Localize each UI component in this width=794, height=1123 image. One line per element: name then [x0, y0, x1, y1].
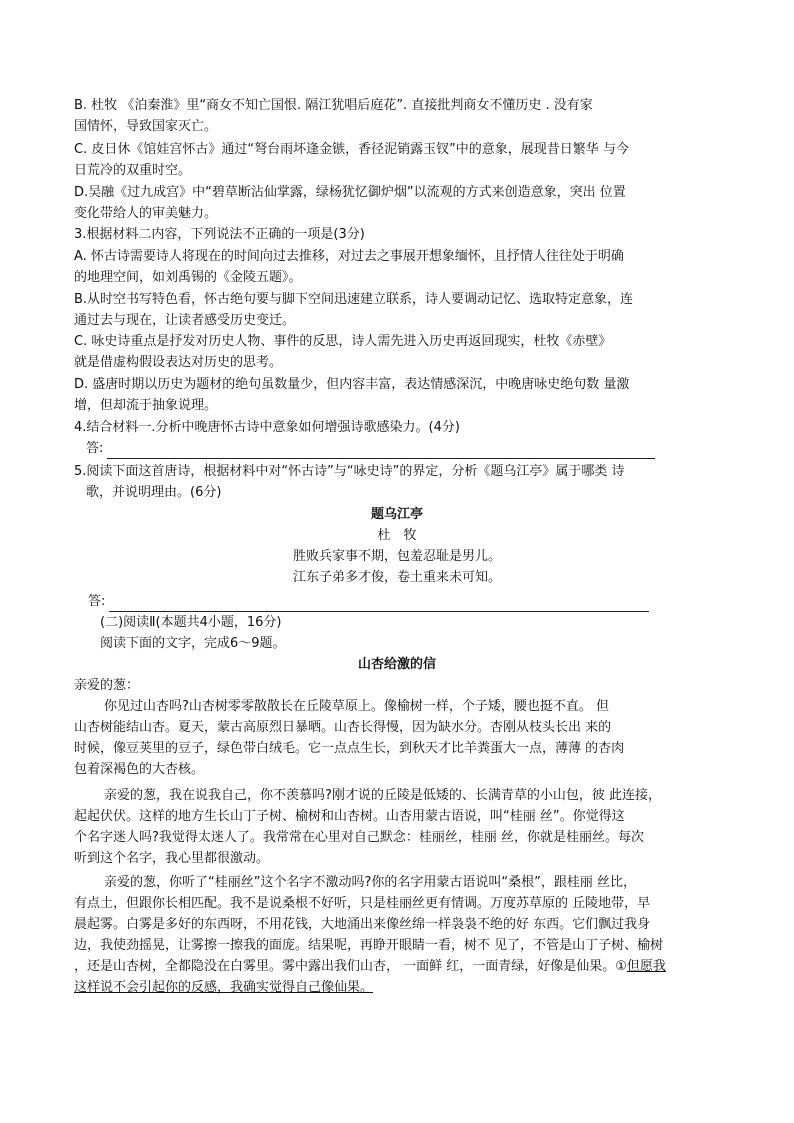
story-p2-line-4: 听到这个名字，我心里都很激动。 — [74, 851, 270, 866]
option-d-line-2: 变化带给人的审美魅力。 — [74, 206, 218, 221]
story-salutation: 亲爱的葱： — [74, 678, 140, 693]
story-p2-line-1: 亲爱的葱，我在说我自己，你不羡慕吗?刚才说的丘陵是低矮的、长满青草的小山包，彼 此连接， — [104, 788, 662, 803]
story-p3-line-3: 晨起雾。白雾是多好的东西呀，不用花钱，大地涌出来像丝绵一样袅袅不绝的好 东西。它们飘过我身 — [74, 917, 651, 932]
story-p1-line-2: 山杏树能结山杏。夏天，蒙古高原烈日暴晒。山杏长得慢，因为缺水分。杏刚从枝头长出 来的 — [74, 720, 612, 735]
poem-author: 杜 牧 — [377, 528, 417, 543]
story-text: ，还是山杏树，全都隐没在白雾里。雾中露出我们山杏， 一面鲜 红，一面青绿，好像是仙果。① — [74, 959, 627, 974]
option-d-line-1: D.吴融《过九成宫》中“碧草断沾仙掌露，绿杨犹忆御炉烟”以流观的方式来创造意象，突出 位置 — [74, 185, 626, 200]
section-instruction: 阅读下面的文字，完成6～9题。 — [100, 636, 286, 651]
answer-blank-line[interactable] — [109, 596, 649, 612]
poem-line-2: 江东子弟多才俊，卷土重来未可知。 — [292, 570, 501, 585]
story-p1-line-3: 时候，像豆荚里的豆子，绿色带白绒毛。它一点点生长，到秋天才比羊粪蛋大一点，薄薄 的杏肉 — [74, 741, 625, 756]
answer-label: 答: — [86, 441, 104, 456]
question-5-answer[interactable] — [88, 592, 649, 612]
option-b-line-2: 国情怀，导致国家灭亡。 — [74, 119, 218, 134]
story-title: 山杏给激的信 — [357, 657, 436, 672]
story-p3-line-1: 亲爱的葱，你听了“桂丽丝”这个名字不激动吗?你的名字用蒙古语说叫“桑根”，跟桂丽 丝比， — [104, 875, 636, 890]
section-heading: (二)阅读Ⅱ(本题共4小题，16分) — [100, 615, 282, 630]
q3-option-b-line-1: B.从时空书写特色看，怀古绝句要与脚下空间迅速建立联系，诗人要调动记忆、选取特定意象，连 — [74, 292, 634, 307]
q3-option-c-line-1: C. 咏史诗重点是抒发对历史人物、事件的反思，诗人需先进入历史再返回现实，杜牧《赤壁》 — [74, 334, 612, 349]
q3-option-c-line-2: 就是借虚构假设表达对历史的思考。 — [74, 355, 283, 370]
q3-option-d-line-1: D. 盛唐时期以历史为题材的绝句虽数量少，但内容丰富，表达情感深沉，中晚唐咏史绝句数 量激 — [74, 377, 630, 392]
story-p2-line-3: 个名字迷人吗?我觉得太迷人了。我常常在心里对自己默念：桂丽丝，桂丽 丝，你就是桂丽丝。每次 — [74, 830, 645, 845]
question-4-stem: 4.结合材料一.分析中晚唐怀古诗中意象如何增强诗歌感染力。(4分) — [74, 420, 460, 435]
option-b-line-1: B. 杜牧 《泊秦淮》里“商女不知亡国恨. 隔江犹唱后庭花”. 直接批判商女不懂历史 . 没有家 — [74, 98, 593, 113]
story-p2-line-2: 起起伏伏。这样的地方生长山丁子树、榆树和山杏树。山杏用蒙古语说，叫“桂丽 丝”。你觉得这 — [74, 809, 625, 824]
q3-option-a-line-1: A. 怀古诗需要诗人将现在的时间向过去推移，对过去之事展开想象缅怀，且抒情人往往处于明确 — [74, 249, 624, 264]
answer-label: 答: — [88, 594, 106, 609]
poem-line-1: 胜败兵家事不期，包羞忍耻是男儿。 — [292, 549, 501, 564]
question-5-stem-line-1: 5.阅读下面这首唐诗，根据材料中对“怀古诗”与“咏史诗”的界定，分析《题乌江亭》属于哪类 诗 — [74, 464, 625, 479]
story-p3-line-4: 边，我使劲摇晃，让雾擦一擦我的面庞。结果呢，再睁开眼睛一看，树不 见了，不管是山丁子树、榆树 — [74, 938, 664, 953]
poem-title: 题乌江亭 — [370, 507, 423, 522]
underlined-sentence-end: 这样说不会引起你的反感，我确实觉得自己像仙果。 — [74, 980, 374, 995]
answer-blank-line[interactable] — [107, 443, 655, 459]
underlined-sentence-start: 但愿我 — [626, 959, 666, 974]
story-p1-line-1: 你见过山杏吗?山杏树零零散散长在丘陵草原上。像榆树一样，个子矮，腰也挺不直。 但 — [104, 699, 610, 714]
story-p3-line-5 — [74, 957, 714, 977]
q3-option-d-line-2: 增，但却流于抽象说理。 — [74, 398, 218, 413]
q3-option-b-line-2: 通过去与现在，让读者感受历史变迁。 — [74, 313, 296, 328]
question-4-answer[interactable] — [86, 439, 655, 459]
option-c-line-2: 日荒冷的双重时空。 — [74, 163, 192, 178]
option-c-line-1: C. 皮日休《馆娃宫怀古》通过“弩台雨坏逢金镞，香径泥销露玉钗”中的意象，展现昔日繁华 与今 — [74, 142, 629, 157]
story-p1-line-4: 包着深褐色的大杏核。 — [74, 762, 205, 777]
story-p3-line-2: 有点土，但跟你长相匹配。我不是说桑根不好听，只是桂丽丝更有情调。万度苏草原的 丘陵地带，早 — [74, 896, 651, 911]
question-5-stem-line-2: 歌，并说明理由。(6分) — [86, 485, 222, 500]
question-3-stem: 3.根据材料二内容，下列说法不正确的一项是(3分) — [74, 227, 365, 242]
q3-option-a-line-2: 的地理空间，如刘禹锡的《金陵五题》。 — [74, 270, 302, 285]
